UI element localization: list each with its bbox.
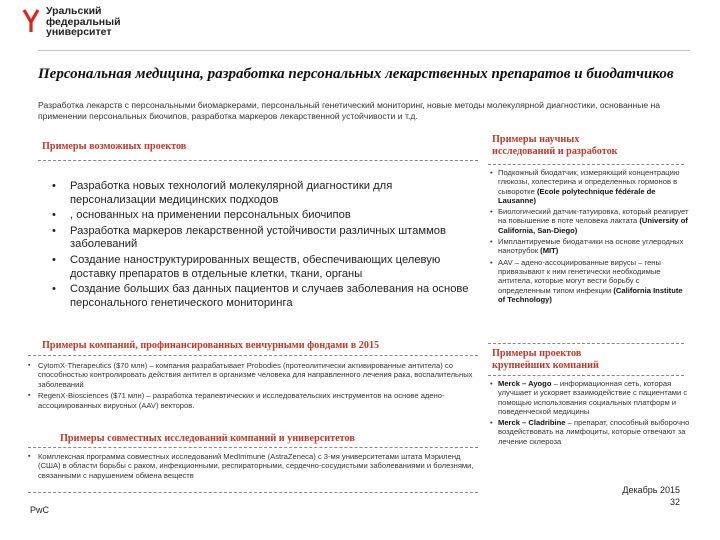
- university-logo-icon: [22, 8, 40, 34]
- list-item: ▪ RegenX-Biosciences ($71 млн) – разработка терапевтических и исследовательских инструментов на основе адено-ассоциированных вирусных (AAV) векторов.: [28, 391, 478, 410]
- list-item: • Создание больших баз данных пациентов и случаев заболевания на основе персонального генетического мониторинга: [52, 283, 472, 310]
- venture-heading: Примеры компаний, профинансированных венчурными фондами в 2015: [42, 340, 380, 351]
- venture-list: [28, 361, 478, 412]
- list-item: • AAV – адено-ассоциированные вирусы – гены привязывают к ним генетически необходимые антитела, которые могут вести борьбу с определенным типом инфекции (California Institute of Technology): [490, 258, 690, 304]
- large-companies-divider: [488, 375, 684, 376]
- list-item: • Разработка маркеров лекарственной устойчивости различных штаммов заболеваний: [52, 225, 472, 252]
- list-item: ▪ Комплексная программа совместных исследований MedImmune (AstraZeneca) с 3-мя университетами штата Мэриленд (США) в области борьбы с раком, инфекционными, респираторными, сердечно-сосудистыми заболеваниями и болезнями, связанными с нарушением обмена веществ: [28, 452, 478, 480]
- research-divider: [488, 164, 684, 165]
- list-item: • Merck – Cladribine – препарат, способный выборочно воздействовать на лимфоциты, которые отвечают за лечение склероза: [490, 418, 690, 446]
- list-item: • Подкожный биодатчик, измеряющий концентрацию глюкозы, холестерина и определенных гормонов в сыворотке (Ecole polytechnique fédérale de Lausanne): [490, 168, 690, 205]
- joint-heading: Примеры совместных исследований компаний и университетов: [60, 433, 355, 444]
- joint-divider: [28, 447, 478, 448]
- list-item: • , основанных на применении персональных биочипов: [52, 209, 472, 223]
- large-companies-heading: Примеры проектов крупнейших компаний: [492, 348, 599, 371]
- list-item: • Имплантируемые биодатчики на основе углеродных нанотрубок (MIT): [490, 237, 690, 256]
- projects-divider: [38, 160, 478, 161]
- page-subtitle: Разработка лекарств с персональными биомаркерами, персональный генетический мониторинг, новые методы молекулярной диагностики, основанные на применении персональных биочипов, разработка маркеров лекарственной устойчивости и т.д.: [38, 100, 661, 121]
- page-number: 32: [669, 497, 680, 507]
- list-item: • Разработка новых технологий молекулярной диагностики для персонализации медицинских подходов: [52, 180, 472, 207]
- projects-heading: Примеры возможных проектов: [42, 141, 187, 152]
- research-list: [490, 168, 690, 306]
- footer-date: Декабрь 2015: [622, 485, 680, 495]
- projects-list: [52, 180, 472, 312]
- list-item: • Создание наноструктурированных веществ, обеспечивающих целевую доставку препаратов в отдельные клетки, ткани, органы: [52, 254, 472, 281]
- list-item: ▪ CytomX-Therapeutics ($70 млн) – компания разрабатывает Probodies (протеолитически активированные антитела) со способностью контролировать действия антител в организме человека для направленного лечения рака, воспалительных заболеваний: [28, 361, 478, 389]
- large-companies-list: [490, 379, 690, 448]
- joint-list: [28, 452, 478, 482]
- footer-divider: [28, 492, 478, 493]
- list-item: • Биологический датчик-татуировка, который реагирует на повышение в поте человека лактата (University of California, San-Diego): [490, 207, 690, 235]
- page-title: Персональная медицина, разработка персональных лекарственных препаратов и биодатчиков: [38, 66, 674, 82]
- venture-divider: [28, 355, 478, 356]
- university-name: Уральский федеральный университет: [46, 5, 121, 38]
- research-heading: Примеры научных исследований и разработок: [492, 134, 618, 157]
- large-companies-divider-top: [488, 343, 684, 344]
- top-divider: [38, 50, 690, 51]
- list-item: • Merck – Ayogo – информационная сеть, которая улучшает и ускоряет взаимодействие с пациентами с помощью использования социальных платформ и поведенческой медицины: [490, 379, 690, 416]
- footer-company: PwC: [30, 505, 50, 515]
